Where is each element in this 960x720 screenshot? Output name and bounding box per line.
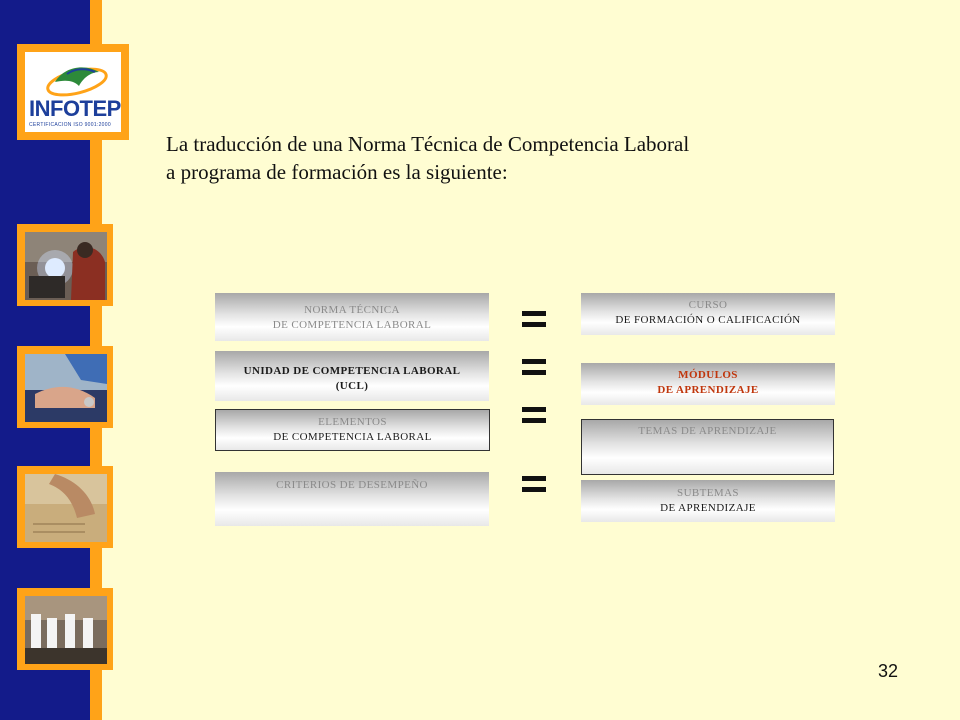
box-unidad-competencia-line-1: UNIDAD DE COMPETENCIA LABORAL: [243, 365, 461, 377]
box-curso-line-1: CURSO: [688, 299, 728, 311]
box-norma-tecnica-line-2: DE COMPETENCIA LABORAL: [272, 319, 432, 331]
equals-sign-3: [522, 405, 546, 425]
photo-welding: [25, 232, 107, 300]
box-norma-tecnica-line-1: NORMA TÉCNICA: [304, 304, 400, 316]
box-subtemas-line-2: DE APRENDIZAJE: [660, 502, 756, 514]
box-modulos: [581, 363, 835, 405]
box-temas-aprendizaje: [581, 419, 834, 475]
box-unidad-competencia-line-2: (UCL): [335, 380, 369, 392]
box-elementos: [215, 409, 490, 451]
box-curso: [581, 293, 835, 335]
infotep-logo: [17, 44, 129, 140]
box-criterios-desempeno-line-1: CRITERIOS DE DESEMPEÑO: [276, 479, 428, 491]
photo-workshop: [25, 354, 107, 422]
photo-kitchen-frame: [17, 588, 113, 670]
globe-swoosh-icon: [25, 52, 121, 100]
slide-title-line-1: La traducción de una Norma Técnica de Competencia Laboral: [166, 132, 690, 156]
equals-sign-2: [522, 357, 546, 377]
logo-subtitle: CERTIFICACION ISO 9001:2000: [29, 122, 111, 128]
equals-sign-1: [522, 309, 546, 329]
slide-title-line-2: a programa de formación es la siguiente:: [166, 160, 508, 184]
box-curso-line-2: DE FORMACIÓN O CALIFICACIÓN: [615, 314, 801, 326]
logo-wordmark: INFOTEP: [29, 96, 121, 121]
photo-writing-frame: [17, 466, 113, 548]
slide-title: [166, 130, 866, 186]
page-number: 32: [878, 661, 899, 681]
logo-panel: [25, 52, 121, 132]
box-temas-aprendizaje-line-1: TEMAS DE APRENDIZAJE: [638, 425, 777, 437]
photo-kitchen: [25, 596, 107, 664]
box-modulos-line-1: MÓDULOS: [678, 369, 738, 381]
box-elementos-line-2: DE COMPETENCIA LABORAL: [273, 431, 432, 443]
box-modulos-line-2: DE APRENDIZAJE: [657, 384, 759, 396]
equals-sign-4: [522, 474, 546, 494]
box-unidad-competencia: [215, 351, 489, 401]
box-norma-tecnica: [215, 293, 489, 341]
photo-writing: [25, 474, 107, 542]
box-subtemas: [581, 480, 835, 522]
box-elementos-line-1: ELEMENTOS: [318, 416, 387, 428]
photo-workshop-frame: [17, 346, 113, 428]
box-criterios-desempeno: [215, 472, 489, 526]
photo-welding-frame: [17, 224, 113, 306]
box-subtemas-line-1: SUBTEMAS: [677, 487, 739, 499]
